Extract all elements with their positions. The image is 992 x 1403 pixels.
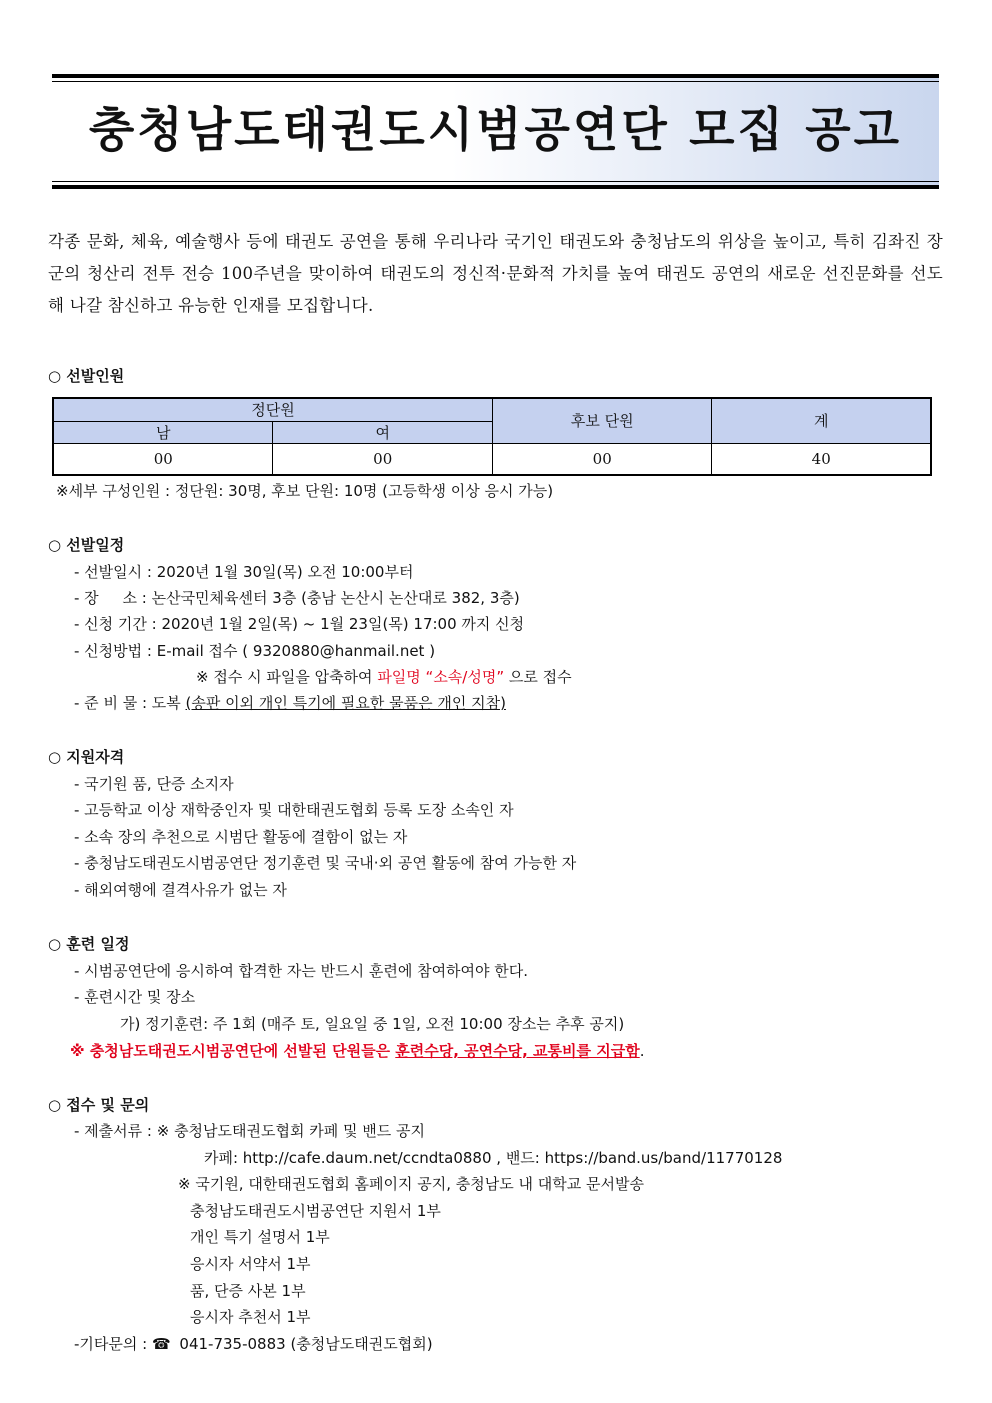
- schedule-method-note: [196, 666, 572, 687]
- prep-underlined: (송판 이외 개인 특기에 필요한 물품은 개인 지참): [185, 694, 506, 712]
- schedule-method: - 신청방법 : E-mail 접수 ( 9320880@hanmail.net ): [74, 642, 436, 660]
- section-heading-contact: ○ 접수 및 문의: [48, 1096, 150, 1114]
- qualification-item: - 충청남도태권도시범공연단 정기훈련 및 국내·외 공연 활동에 참여 가능한 자: [74, 854, 577, 872]
- title-top-thin-rule: [52, 81, 939, 82]
- contact-number: 041-735-0883 (충청남도태권도협회): [174, 1335, 433, 1353]
- contact-label: -기타문의 :: [74, 1335, 152, 1353]
- title-top-rule: [52, 74, 939, 78]
- documents-notice: ※ 국기원, 대한태권도협회 홈페이지 공지, 충청남도 내 대학교 문서발송: [178, 1175, 644, 1193]
- cell-hubo: 00: [492, 443, 711, 475]
- section-heading-qualifications: ○ 지원자격: [48, 748, 125, 766]
- qualification-item: - 소속 장의 추천으로 시범단 활동에 결함이 없는 자: [74, 828, 408, 846]
- documents-line: - 제출서류 : ※ 충청남도태권도협회 카페 및 밴드 공지: [74, 1122, 425, 1140]
- section-heading-training: ○ 훈련 일정: [48, 935, 130, 953]
- qualification-item: - 해외여행에 결격사유가 없는 자: [74, 881, 287, 899]
- phone-icon: ☎: [151, 1335, 171, 1353]
- notice-underlined: 훈련수당, 공연수당, 교통비를 지급함: [395, 1042, 640, 1060]
- qualification-item: - 국기원 품, 단증 소지자: [74, 775, 234, 793]
- schedule-place: - 장 소 : 논산국민체육센터 3층 (충남 논산시 논산대로 382, 3층): [74, 589, 520, 607]
- header-male: 남: [53, 421, 273, 443]
- document-item: 개인 특기 설명서 1부: [190, 1228, 330, 1246]
- training-item-2: - 훈련시간 및 장소: [74, 988, 196, 1006]
- section-heading-selection-count: ○ 선발인원: [48, 367, 125, 385]
- header-total: 계: [712, 398, 931, 443]
- document-item: 품, 단증 사본 1부: [190, 1282, 306, 1300]
- section-heading-schedule: ○ 선발일정: [48, 536, 125, 554]
- intro-paragraph: 각종 문화, 체육, 예술행사 등에 태권도 공연을 통해 우리나라 국기인 태권도와 충청남도의 위상을 높이고, 특히 김좌진 장군의 청산리 전투 전승 100주년을 맞이하여 태권도의 정신적·문화적 가치를 높여 태권도 공연의 새로운 선진문화를 선도해 나갈 참신하고 유능한 인재를 모집합니다.: [48, 232, 943, 315]
- training-item-1: - 시범공연단에 응시하여 합격한 자는 반드시 훈련에 참여하여야 한다.: [74, 962, 529, 980]
- header-jeongdanwon: 정단원: [53, 398, 492, 421]
- page-title: 충청남도태권도시범공연단 모집 공고: [88, 103, 903, 158]
- header-hubo: 후보 단원: [492, 398, 711, 443]
- title-bottom-rule: [52, 185, 939, 189]
- document-item: 충청남도태권도시범공연단 지원서 1부: [190, 1202, 441, 1220]
- training-notice: [70, 1040, 644, 1061]
- prep-text: - 준 비 물 : 도복: [74, 694, 186, 712]
- notice-text: ※ 충청남도태권도시범공연단에 선발된 단원들은: [70, 1042, 396, 1060]
- cell-female: 00: [273, 443, 492, 475]
- notice-period: .: [639, 1042, 645, 1060]
- qualification-item: - 고등학교 이상 재학중인자 및 대한태권도협회 등록 도장 소속인 자: [74, 801, 514, 819]
- selection-table: [52, 397, 932, 476]
- schedule-date: - 선발일시 : 2020년 1월 30일(목) 오전 10:00부터: [74, 563, 414, 581]
- method-note-filename: 파일명 “소속/성명”: [377, 668, 505, 686]
- composition-note: ※세부 구성인원 : 정단원: 30명, 후보 단원: 10명 (고등학생 이상 응시 가능): [56, 482, 554, 500]
- method-note-text-b: 으로 접수: [504, 668, 572, 686]
- document-item: 응시자 추천서 1부: [190, 1308, 311, 1326]
- cell-total: 40: [712, 443, 931, 475]
- schedule-period: - 신청 기간 : 2020년 1월 2일(목) ~ 1월 23일(목) 17:00 까지 신청: [74, 615, 525, 633]
- header-female: 여: [273, 421, 492, 443]
- cell-male: 00: [53, 443, 273, 475]
- documents-links: 카페: http://cafe.daum.net/ccndta0880 , 밴드: https://band.us/band/11770128: [204, 1149, 783, 1167]
- document-item: 응시자 서약서 1부: [190, 1255, 311, 1273]
- contact-line: [74, 1333, 433, 1354]
- training-item-3: 가) 정기훈련: 주 1회 (매주 토, 일요일 중 1일, 오전 10:00 장소는 추후 공지): [120, 1015, 625, 1033]
- title-bottom-thin-rule: [52, 181, 939, 182]
- schedule-prep: [74, 692, 506, 713]
- method-note-text-a: ※ 접수 시 파일을 압축하여: [196, 668, 378, 686]
